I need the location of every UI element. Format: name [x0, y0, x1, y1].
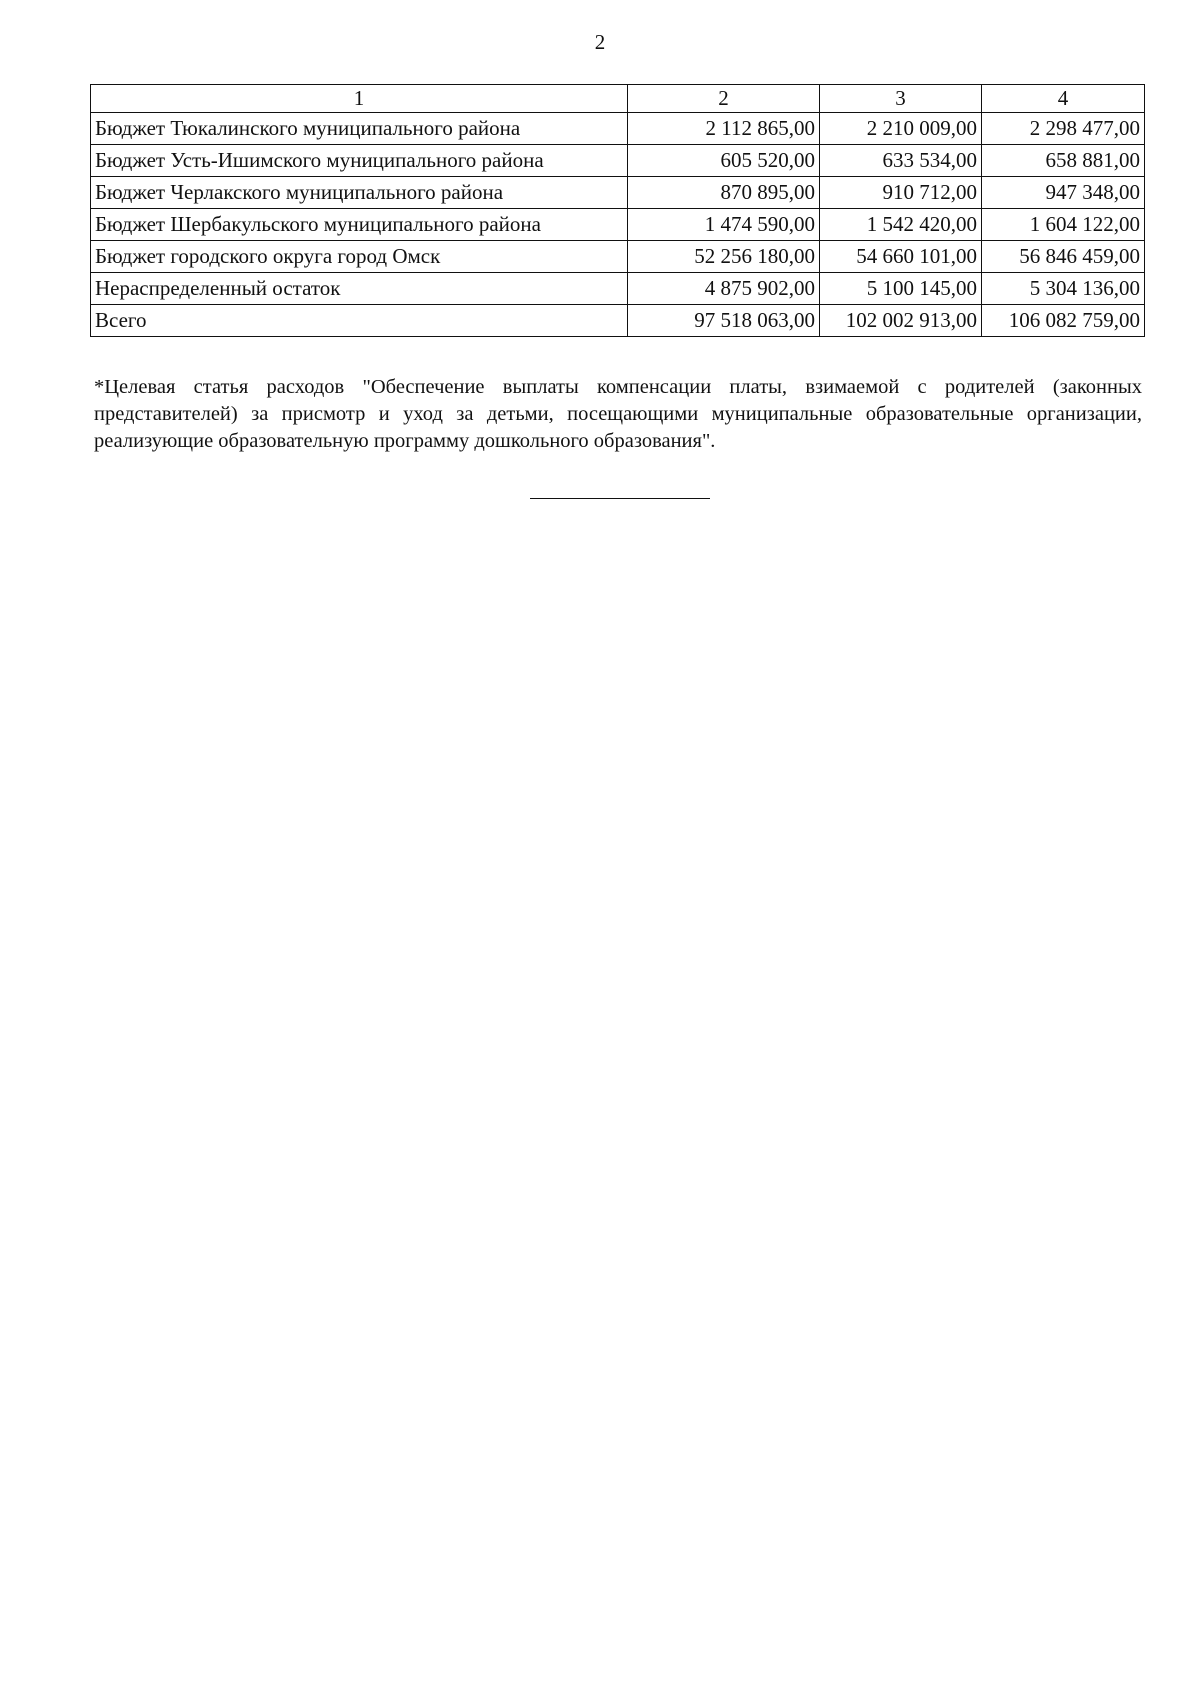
row-value-col2: 870 895,00: [628, 177, 820, 209]
row-name: Бюджет Шербакульского муниципального района: [91, 209, 628, 241]
row-value-col4: 947 348,00: [982, 177, 1145, 209]
row-value-col2: 4 875 902,00: [628, 273, 820, 305]
column-header-1: 1: [91, 85, 628, 113]
column-header-2: 2: [628, 85, 820, 113]
row-value-col3: 2 210 009,00: [820, 113, 982, 145]
row-name: Нераспределенный остаток: [91, 273, 628, 305]
row-value-col3: 54 660 101,00: [820, 241, 982, 273]
table-row: [91, 145, 1145, 177]
row-value-col2: 52 256 180,00: [628, 241, 820, 273]
total-label: Всего: [91, 305, 628, 337]
column-header-4: 4: [982, 85, 1145, 113]
row-value-col3: 1 542 420,00: [820, 209, 982, 241]
row-value-col4: 2 298 477,00: [982, 113, 1145, 145]
table-row: [91, 113, 1145, 145]
column-header-3: 3: [820, 85, 982, 113]
total-value-col2: 97 518 063,00: [628, 305, 820, 337]
row-value-col4: 658 881,00: [982, 145, 1145, 177]
table-row: [91, 177, 1145, 209]
row-name: Бюджет Тюкалинского муниципального района: [91, 113, 628, 145]
total-value-col4: 106 082 759,00: [982, 305, 1145, 337]
row-value-col4: 1 604 122,00: [982, 209, 1145, 241]
table-total-row: [91, 305, 1145, 337]
page-number: 2: [594, 30, 606, 54]
row-value-col4: 56 846 459,00: [982, 241, 1145, 273]
row-value-col2: 605 520,00: [628, 145, 820, 177]
table-header-row: [91, 85, 1145, 113]
row-value-col3: 633 534,00: [820, 145, 982, 177]
budget-table: [90, 84, 1145, 337]
total-value-col3: 102 002 913,00: [820, 305, 982, 337]
separator-line: [530, 498, 710, 499]
row-name: Бюджет Усть-Ишимского муниципального района: [91, 145, 628, 177]
table-row: [91, 209, 1145, 241]
row-value-col3: 5 100 145,00: [820, 273, 982, 305]
table-row: [91, 241, 1145, 273]
row-value-col2: 2 112 865,00: [628, 113, 820, 145]
row-value-col2: 1 474 590,00: [628, 209, 820, 241]
row-name: Бюджет Черлакского муниципального района: [91, 177, 628, 209]
table-row: [91, 273, 1145, 305]
row-value-col3: 910 712,00: [820, 177, 982, 209]
footnote: *Целевая статья расходов "Обеспечение выплаты компенсации платы, взимаемой с родителей (законных представителей) за присмотр и уход за детьми, посещающими муниципальные образовательные организации, реализующие образовательную программу дошкольного образования".: [94, 376, 1142, 452]
row-name: Бюджет городского округа город Омск: [91, 241, 628, 273]
row-value-col4: 5 304 136,00: [982, 273, 1145, 305]
